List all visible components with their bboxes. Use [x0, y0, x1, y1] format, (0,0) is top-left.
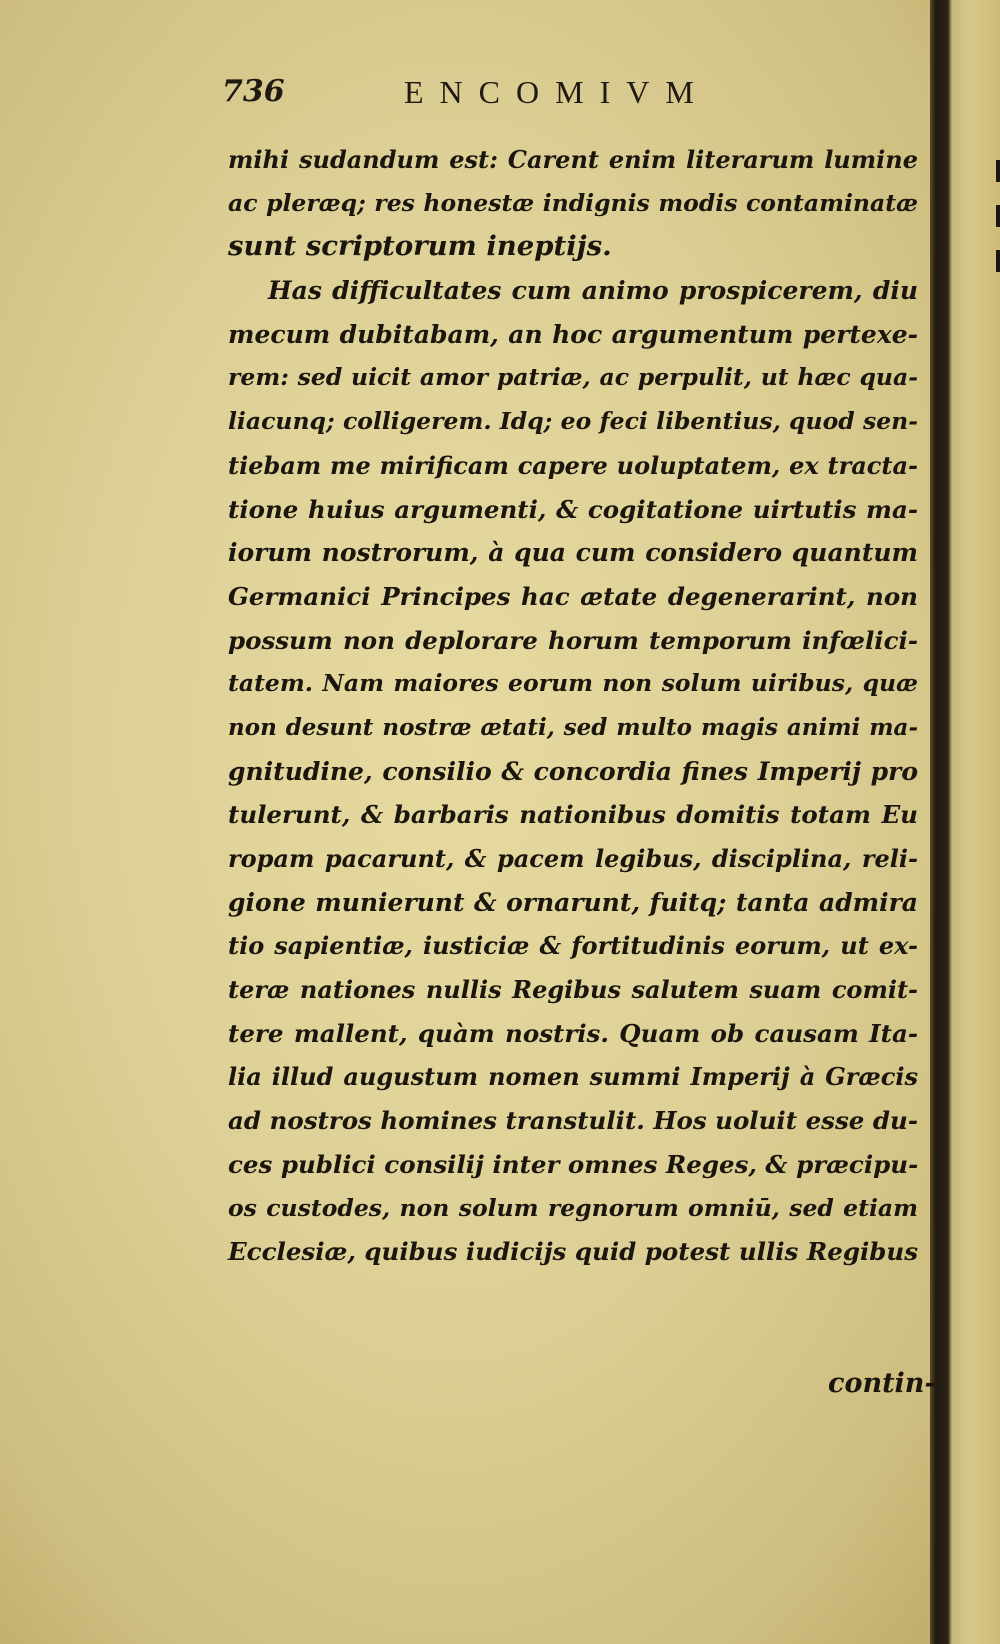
text-line: tione huius argumenti, & cogitatione uirtutis ma-	[228, 494, 918, 524]
text-line: lia illud augustum nomen summi Imperij à Græcis	[228, 1062, 918, 1092]
page-number: 736	[222, 74, 285, 109]
text-line: tiebam me mirificam capere uoluptatem, ex tracta-	[228, 450, 918, 480]
text-line: non desunt nostræ ætati, sed multo magis animi ma-	[228, 713, 918, 741]
text-line: possum non deplorare horum temporum infœlici-	[228, 625, 918, 655]
running-title: ENCOMIVM	[404, 74, 710, 110]
text-line: tulerunt, & barbaris nationibus domitis totam Eu	[228, 800, 918, 830]
text-line: os custodes, non solum regnorum omniū, sed etiam	[228, 1193, 918, 1222]
text-line: mihi sudandum est: Carent enim literarum lumine	[228, 145, 918, 174]
text-line: teræ nationes nullis Regibus salutem suam comit-	[228, 975, 918, 1005]
text-line: mecum dubitabam, an hoc argumentum pertexe-	[228, 319, 918, 349]
text-line: tio sapientiæ, iusticiæ & fortitudinis eorum, ut ex-	[228, 931, 918, 961]
text-line: rem: sed uicit amor patriæ, ac perpulit, ut hæc qua-	[228, 363, 918, 392]
body-text	[228, 138, 918, 1274]
catchword: contin-	[828, 1368, 936, 1399]
text-line: tere mallent, quàm nostris. Quam ob causam Ita-	[228, 1018, 918, 1048]
page-gutter	[930, 0, 1000, 1644]
text-line: ad nostros homines transtulit. Hos uoluit esse du-	[228, 1106, 918, 1136]
text-line: ropam pacarunt, & pacem legibus, disciplina, reli-	[228, 844, 918, 873]
text-line: sunt scriptorum ineptijs.	[228, 230, 612, 263]
text-line: ac pleræq; res honestæ indignis modis contaminatæ	[228, 188, 918, 217]
text-line: liacunq; colligerem. Idq; eo feci libentius, quod sen-	[228, 407, 918, 436]
text-line: tatem. Nam maiores eorum non solum uiribus, quæ	[228, 669, 918, 698]
text-line: Has difficultates cum animo prospicerem, diu	[268, 276, 918, 306]
text-line: gnitudine, consilio & concordia fines Imperij pro	[228, 756, 918, 786]
gutter-marks	[940, 0, 1000, 1644]
text-line: Germanici Principes hac ætate degenerarint, non	[228, 581, 918, 611]
text-line: ces publici consilij inter omnes Reges, & præcipu-	[228, 1149, 919, 1179]
running-header	[222, 74, 922, 124]
text-line: gione munierunt & ornarunt, fuitq; tanta admira	[228, 887, 918, 917]
text-line: Ecclesiæ, quibus iudicijs quid potest ullis Regibus	[228, 1237, 918, 1267]
text-line: iorum nostrorum, à qua cum considero quantum	[228, 538, 918, 568]
